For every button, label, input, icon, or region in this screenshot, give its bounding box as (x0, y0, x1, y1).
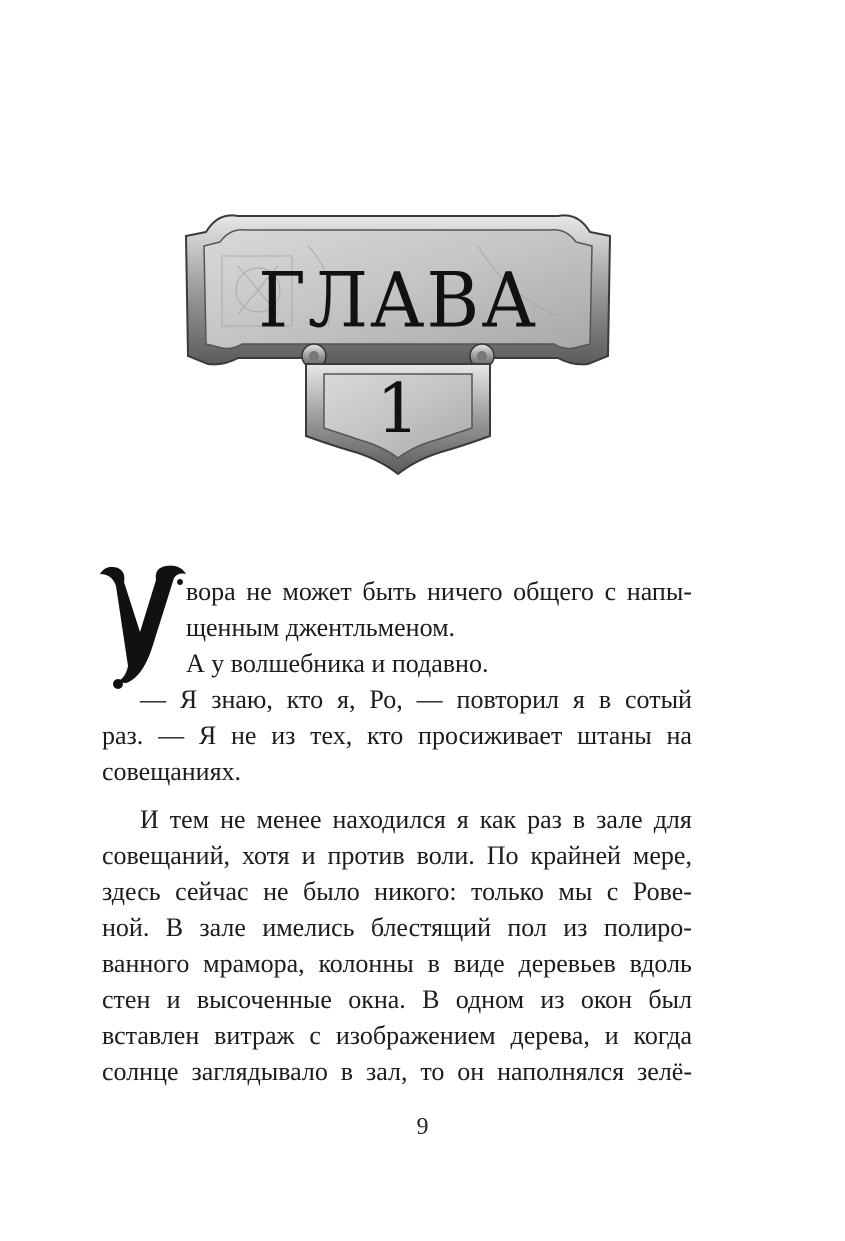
text-line: — Я знаю, кто я, Ро, — повторил я в сотый (140, 685, 692, 714)
chapter-number: 1 (376, 370, 420, 449)
text-line: И тем не менее находился я как раз в зале для (140, 805, 692, 834)
chapter-badge (178, 206, 618, 486)
page-number: 9 (416, 1114, 429, 1140)
text-line: ванного мрамора, колонны в виде деревьев вдоль (102, 949, 692, 978)
text-line: вора не может быть ничего общего с напы- (186, 577, 692, 606)
text-line: здесь сейчас не было никого: только мы с Рове- (102, 877, 692, 906)
text-line: раз. — Я не из тех, кто просиживает штаны на (102, 721, 692, 750)
text-line: щенным джентльменом. (186, 613, 456, 642)
text-line: А у волшебника и подавно. (186, 649, 489, 678)
text-line: совещаний, хотя и против воли. По крайней мере, (102, 841, 692, 870)
text-line: ной. В зале имелись блестящий пол из полиро- (102, 913, 692, 942)
text-line: солнце заглядывало в зал, то он наполнялся зелё- (102, 1057, 692, 1086)
text-line: совещаниях. (102, 757, 242, 786)
text-line: вставлен витраж с изображением дерева, и когда (102, 1021, 692, 1050)
chapter-title: ГЛАВА (258, 255, 538, 345)
body-text (102, 574, 692, 1090)
text-line: стен и высоченные окна. В одном из окон был (102, 985, 692, 1014)
